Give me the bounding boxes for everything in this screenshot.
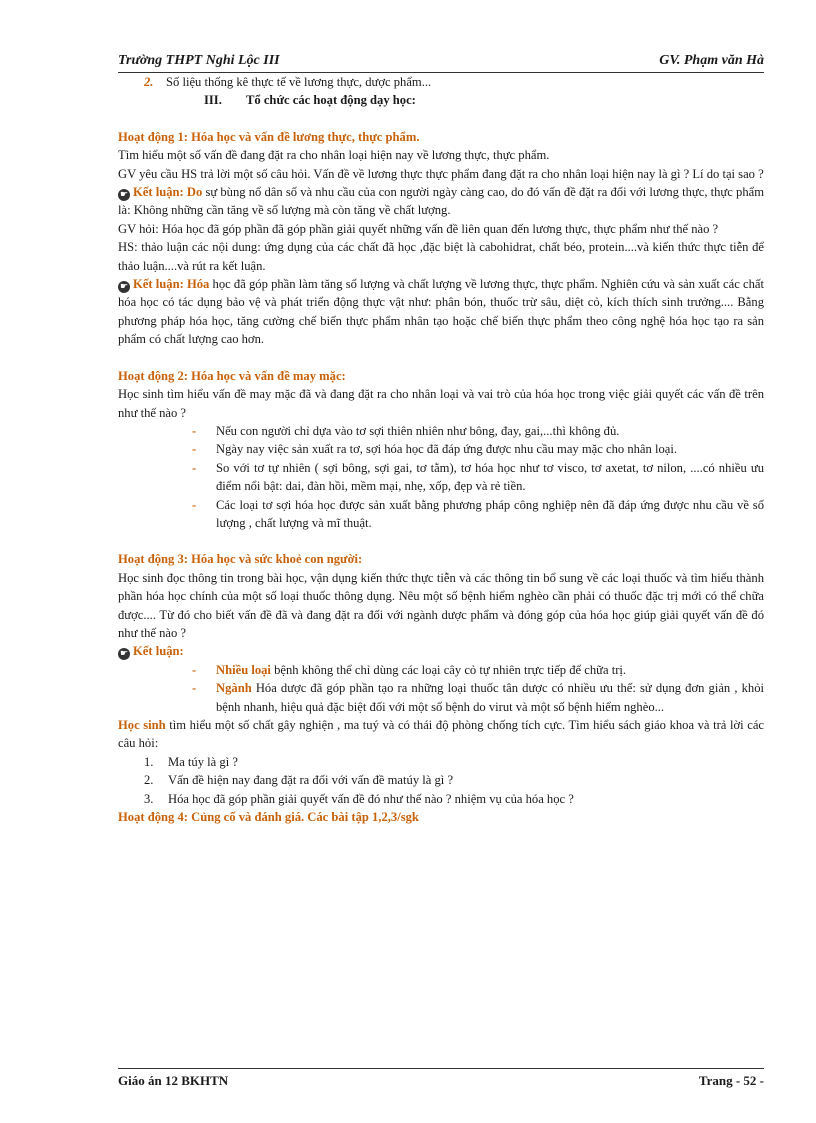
paragraph: Tìm hiểu một số vấn đề đang đặt ra cho nhân loại hiện nay về lương thực, thực phẩm. — [118, 148, 550, 163]
page-content — [118, 73, 764, 826]
page-number: Trang - 52 - — [698, 1073, 764, 1088]
school-name: Trường THPT Nghi Lộc III — [118, 53, 280, 68]
conclusion-2 — [118, 275, 764, 349]
activity-2-title: Hoạt động 2: Hóa học và vấn đề may mặc: — [118, 368, 346, 383]
list-item: - So với tơ tự nhiên ( sợi bông, sợi gai, tơ tằm), tơ hóa học như tơ visco, tơ axetat, tơ nilon, ....có nhiều ưu điểm nổi bật: dai, đàn hồi, mềm mại, nhẹ, xốp, đẹp và rẻ tiền. — [192, 460, 764, 494]
activity-4-title: Hoạt động 4: Củng cố và đánh giá. Các bài tập 1,2,3/sgk — [118, 810, 419, 825]
conclusion-text: học đã góp phần làm tăng số lượng và chất lượng về lương thực, thực phẩm. Nghiên cứu và sản xuất các chất hóa học có tác dụng bảo vệ và phát triển động thực vật như: phân bón, thuốc trừ sâu, diệt cỏ, kích thích sinh trưởng.... Bằng phương pháp hóa học, tăng cường chế biến thực phẩm nhân tạo hoặc chế biến thực phẩm theo công nghệ hóa học tạo ra sản phẩm có chất lượng cao hơn. — [118, 277, 764, 347]
section-number: III. — [204, 93, 222, 108]
pointer-icon: ☛ — [119, 282, 129, 293]
section-title: Tổ chức các hoạt động dạy học: — [246, 93, 416, 108]
bullet-list — [118, 661, 764, 716]
list-item-2 — [118, 73, 764, 91]
footer-doc-name: Giáo án 12 BKHTN — [118, 1073, 229, 1088]
conclusion-1 — [118, 183, 764, 220]
list-item: - Nhiều loại bệnh không thể chỉ dùng các loại cây cỏ tự nhiên trực tiếp để chữa trị. — [192, 662, 627, 677]
list-item: - Các loại tơ sợi hóa học được sản xuất bằng phương pháp công nghiệp nên đã đáp ứng được nhu cầu về số lượng , chất lượng và mĩ thuật. — [192, 497, 764, 530]
page-header — [118, 52, 764, 73]
list-item: 3. Hóa học đã góp phần giải quyết vấn đề đó như thế nào ? nhiệm vụ của hóa học ? — [144, 791, 574, 806]
conclusion-label: Kết luận: Do — [133, 185, 203, 200]
list-number: 2. — [144, 75, 154, 89]
paragraph: Học sinh đọc thông tin trong bài học, vận dụng kiến thức thực tiễn và các thông tin bổ sung về các loại thuốc và tìm hiểu thành phần hóa học chính của một số loại thuốc thông dụng. Nêu một số bệnh hiểm nghèo cần phải có thuốc đặc trị mới có thể chữa được.... Từ đó cho biết vấn đề đã và đang đặt ra đối với ngành dược phẩm và đóng góp của hóa học giúp giải quyết vấn đề đó như thế nào ? — [118, 570, 764, 640]
list-item: 2. Vấn đề hiện nay đang đặt ra đối với vấn đề matúy là gì ? — [144, 773, 454, 788]
page-footer — [118, 1068, 764, 1091]
list-item: - Nếu con người chỉ dựa vào tơ sợi thiên nhiên như bông, đay, gai,...thì không đủ. — [192, 423, 620, 438]
conclusion-text: sự bùng nổ dân số và nhu cầu của con người ngày càng cao, do đó vấn đề đặt ra đối với lương thực, thực phẩm là: Không những cần tăng về số lượng mà còn tăng về chất lượng. — [118, 185, 764, 218]
conclusion-label: Kết luận: — [133, 644, 184, 659]
list-item: - Ngành Hóa dược đã góp phần tạo ra những loại thuốc tân dược có nhiều ưu thế: sử dụng đơn giản , khỏi bệnh nhanh, hiệu quả đặc biệt đối với một số bệnh do virut và một số bệnh hiểm nghèo... — [192, 681, 764, 714]
paragraph: Học sinh tìm hiểu vấn đề may mặc đã và đang đặt ra cho nhân loại và vai trò của hóa học trong việc giải quyết các vấn đề trên như thế nào ? — [118, 387, 764, 420]
conclusion-3 — [118, 642, 764, 660]
paragraph: Học sinh tìm hiểu một số chất gây nghiện , ma tuý và có thái độ phòng chống tích cực. Tìm hiểu sách giáo khoa và trả lời các câu hỏi: — [118, 718, 764, 751]
list-item: - Ngày nay việc sản xuất ra tơ, sợi hóa học đã đáp ứng được nhu cầu may mặc cho nhân loại. — [192, 442, 677, 457]
section-heading — [118, 91, 764, 109]
list-text: Số liệu thống kê thực tế về lương thực, dược phẩm... — [166, 75, 432, 89]
list-item: 1. Ma túy là gì ? — [144, 754, 238, 769]
pointer-icon: ☛ — [119, 649, 129, 660]
activity-3-title: Hoạt động 3: Hóa học và sức khoẻ con người: — [118, 552, 363, 567]
activity-1-title: Hoạt động 1: Hóa học và vấn đề lương thực, thực phẩm. — [118, 129, 420, 144]
teacher-name: GV. Phạm văn Hà — [659, 53, 764, 68]
conclusion-label: Kết luận: Hóa — [133, 277, 210, 292]
pointer-icon: ☛ — [119, 190, 129, 201]
paragraph: GV hỏi: Hóa học đã góp phần đã góp phần giải quyết những vấn đề liên quan đến lương thực, thực phẩm như thế nào ? — [118, 221, 719, 236]
bullet-list — [118, 422, 764, 532]
paragraph: GV yêu cầu HS trả lời một số câu hỏi. Vấn đề về lương thực thực phẩm đang đặt ra cho nhân loại hiện nay là gì ? Lí do tại sao ? — [118, 166, 764, 181]
question-list — [118, 753, 764, 808]
paragraph: HS: thảo luận các nội dung: ứng dụng của các chất đã học ,đặc biệt là cabohidrat, chất béo, protein....và kiến thức thực tiễn để thảo luận....và rút ra kết luận. — [118, 240, 764, 273]
